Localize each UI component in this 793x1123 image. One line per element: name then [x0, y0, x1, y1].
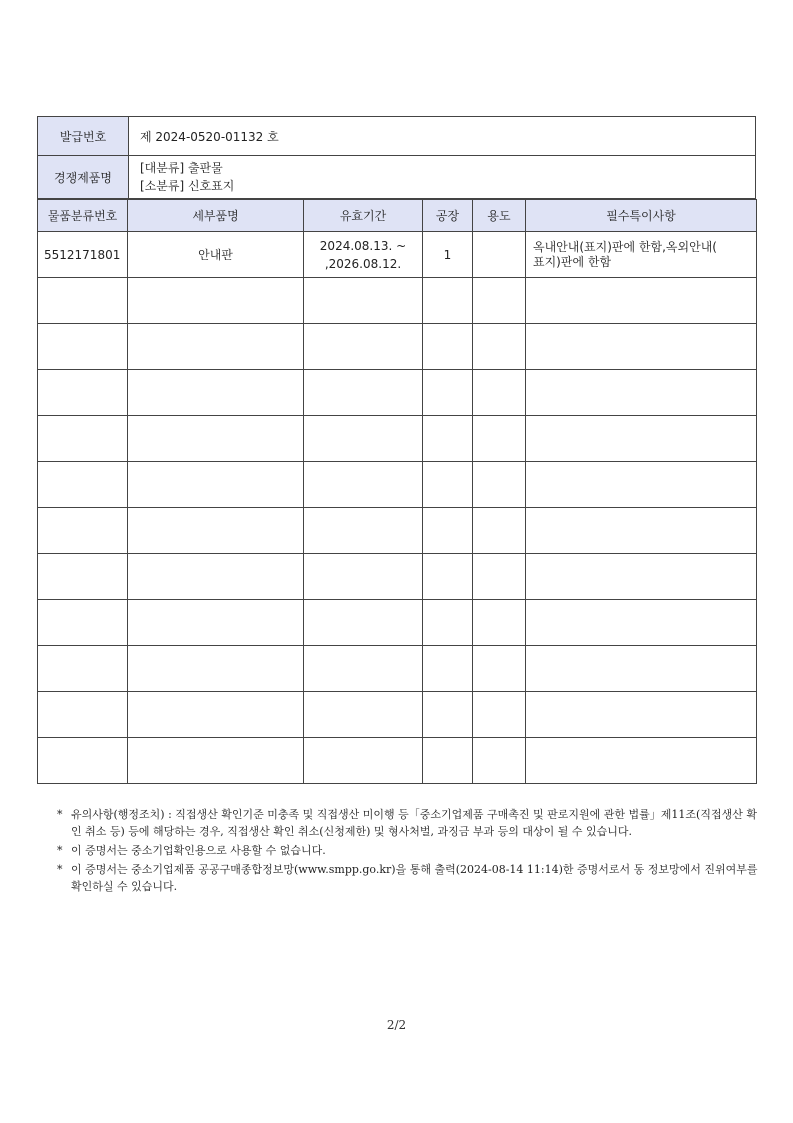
empty-cell: [423, 278, 473, 324]
certificate-header-table: [37, 116, 756, 199]
empty-cell: [473, 508, 526, 554]
issue-number-label: 발급번호: [38, 117, 129, 156]
header-classification-number: 물품분류번호: [38, 200, 128, 232]
empty-cell: [304, 738, 423, 784]
product-name-value: [129, 156, 756, 199]
empty-cell: [38, 600, 128, 646]
empty-cell: [526, 462, 757, 508]
product-minor-category: [소분류] 신호표지: [140, 179, 235, 193]
notice-bullet: *: [57, 844, 63, 857]
empty-cell: [128, 738, 304, 784]
empty-cell: [304, 370, 423, 416]
product-detail-table: [37, 199, 757, 784]
notice-item: [57, 861, 761, 895]
empty-cell: [128, 600, 304, 646]
special-note-line1: 옥내안내(표지)판에 한함,옥외안내(: [533, 239, 717, 254]
empty-cell: [128, 554, 304, 600]
notice-bullet: *: [57, 863, 63, 876]
table-row-empty: [38, 370, 757, 416]
empty-cell: [38, 646, 128, 692]
empty-cell: [38, 554, 128, 600]
table-row-empty: [38, 600, 757, 646]
empty-cell: [526, 600, 757, 646]
empty-cell: [38, 416, 128, 462]
empty-cell: [304, 554, 423, 600]
special-note-line2: 표지)판에 한함: [533, 254, 612, 269]
empty-cell: [526, 324, 757, 370]
empty-cell: [473, 324, 526, 370]
factory-cell: 1: [423, 232, 473, 278]
empty-cell: [473, 554, 526, 600]
validity-end: ,2026.08.12.: [324, 256, 402, 271]
empty-cell: [526, 738, 757, 784]
empty-cell: [473, 462, 526, 508]
empty-cell: [473, 416, 526, 462]
product-name-row: [38, 156, 756, 199]
empty-cell: [128, 416, 304, 462]
header-usage: 용도: [473, 200, 526, 232]
empty-cell: [526, 692, 757, 738]
empty-cell: [473, 692, 526, 738]
empty-cell: [304, 462, 423, 508]
notice-item: [57, 806, 761, 840]
empty-cell: [128, 370, 304, 416]
header-factory: 공장: [423, 200, 473, 232]
empty-cell: [38, 508, 128, 554]
notice-bullet: *: [57, 808, 63, 821]
empty-cell: [423, 416, 473, 462]
empty-cell: [423, 554, 473, 600]
empty-cell: [526, 416, 757, 462]
notice-text: 이 증명서는 중소기업제품 공공구매종합정보망(www.smpp.go.kr)을 통해 출력(2024-08-14 11:14)한 증명서로서 동 정보망에서 진위여부를 확인하실 수 있습니다.: [71, 863, 758, 893]
header-validity-period: 유효기간: [304, 200, 423, 232]
notice-section: [57, 806, 761, 897]
empty-cell: [38, 692, 128, 738]
page-number: 2/2: [386, 1018, 407, 1032]
empty-cell: [128, 278, 304, 324]
empty-cell: [526, 278, 757, 324]
empty-cell: [473, 278, 526, 324]
empty-cell: [526, 554, 757, 600]
table-row-empty: [38, 324, 757, 370]
empty-cell: [304, 324, 423, 370]
empty-cell: [423, 324, 473, 370]
special-notes-cell: [526, 232, 757, 278]
empty-cell: [38, 370, 128, 416]
empty-cell: [38, 278, 128, 324]
product-major-category: [대분류] 출판물: [140, 161, 223, 175]
classification-number-cell: 5512171801: [38, 232, 128, 278]
empty-cell: [423, 508, 473, 554]
empty-cell: [423, 370, 473, 416]
empty-cell: [128, 646, 304, 692]
table-row-empty: [38, 416, 757, 462]
empty-cell: [304, 508, 423, 554]
table-row-empty: [38, 278, 757, 324]
empty-cell: [423, 646, 473, 692]
empty-cell: [38, 738, 128, 784]
empty-cell: [473, 738, 526, 784]
empty-cell: [128, 508, 304, 554]
empty-cell: [423, 462, 473, 508]
issue-number-value: 제 2024-0520-01132 호: [129, 117, 756, 156]
table-row-empty: [38, 692, 757, 738]
empty-cell: [304, 278, 423, 324]
empty-cell: [473, 370, 526, 416]
empty-cell: [38, 462, 128, 508]
empty-cell: [423, 600, 473, 646]
table-row-empty: [38, 646, 757, 692]
issue-number-row: [38, 117, 756, 156]
empty-cell: [423, 692, 473, 738]
validity-start: 2024.08.13. ~: [319, 238, 407, 253]
empty-cell: [423, 738, 473, 784]
validity-period-cell: [304, 232, 423, 278]
table-row-empty: [38, 462, 757, 508]
table-row-empty: [38, 508, 757, 554]
usage-cell: [473, 232, 526, 278]
empty-cell: [38, 324, 128, 370]
empty-cell: [526, 508, 757, 554]
notice-item: [57, 842, 761, 859]
empty-cell: [304, 646, 423, 692]
table-row-empty: [38, 554, 757, 600]
empty-cell: [128, 462, 304, 508]
header-detail-item: 세부품명: [128, 200, 304, 232]
table-header-row: [38, 200, 757, 232]
table-row-empty: [38, 738, 757, 784]
empty-cell: [526, 646, 757, 692]
empty-cell: [526, 370, 757, 416]
notice-text: 이 증명서는 중소기업확인용으로 사용할 수 없습니다.: [71, 844, 326, 857]
empty-cell: [304, 600, 423, 646]
empty-cell: [473, 646, 526, 692]
product-name-label: 경쟁제품명: [38, 156, 129, 199]
notice-text: 유의사항(행정조치) : 직접생산 확인기준 미충족 및 직접생산 미이행 등「중소기업제품 구매촉진 및 판로지원에 관한 법률」제11조(직접생산 확인 취소 등) 등에 해당하는 경우, 직접생산 확인 취소(신청제한) 및 형사처벌, 과징금 부과 등의 대상이 될 수 있습니다.: [71, 808, 757, 838]
empty-cell: [304, 692, 423, 738]
empty-cell: [473, 600, 526, 646]
table-row: [38, 232, 757, 278]
header-special-notes: 필수특이사항: [526, 200, 757, 232]
empty-cell: [304, 416, 423, 462]
empty-cell: [128, 692, 304, 738]
empty-cell: [128, 324, 304, 370]
detail-item-cell: 안내판: [128, 232, 304, 278]
